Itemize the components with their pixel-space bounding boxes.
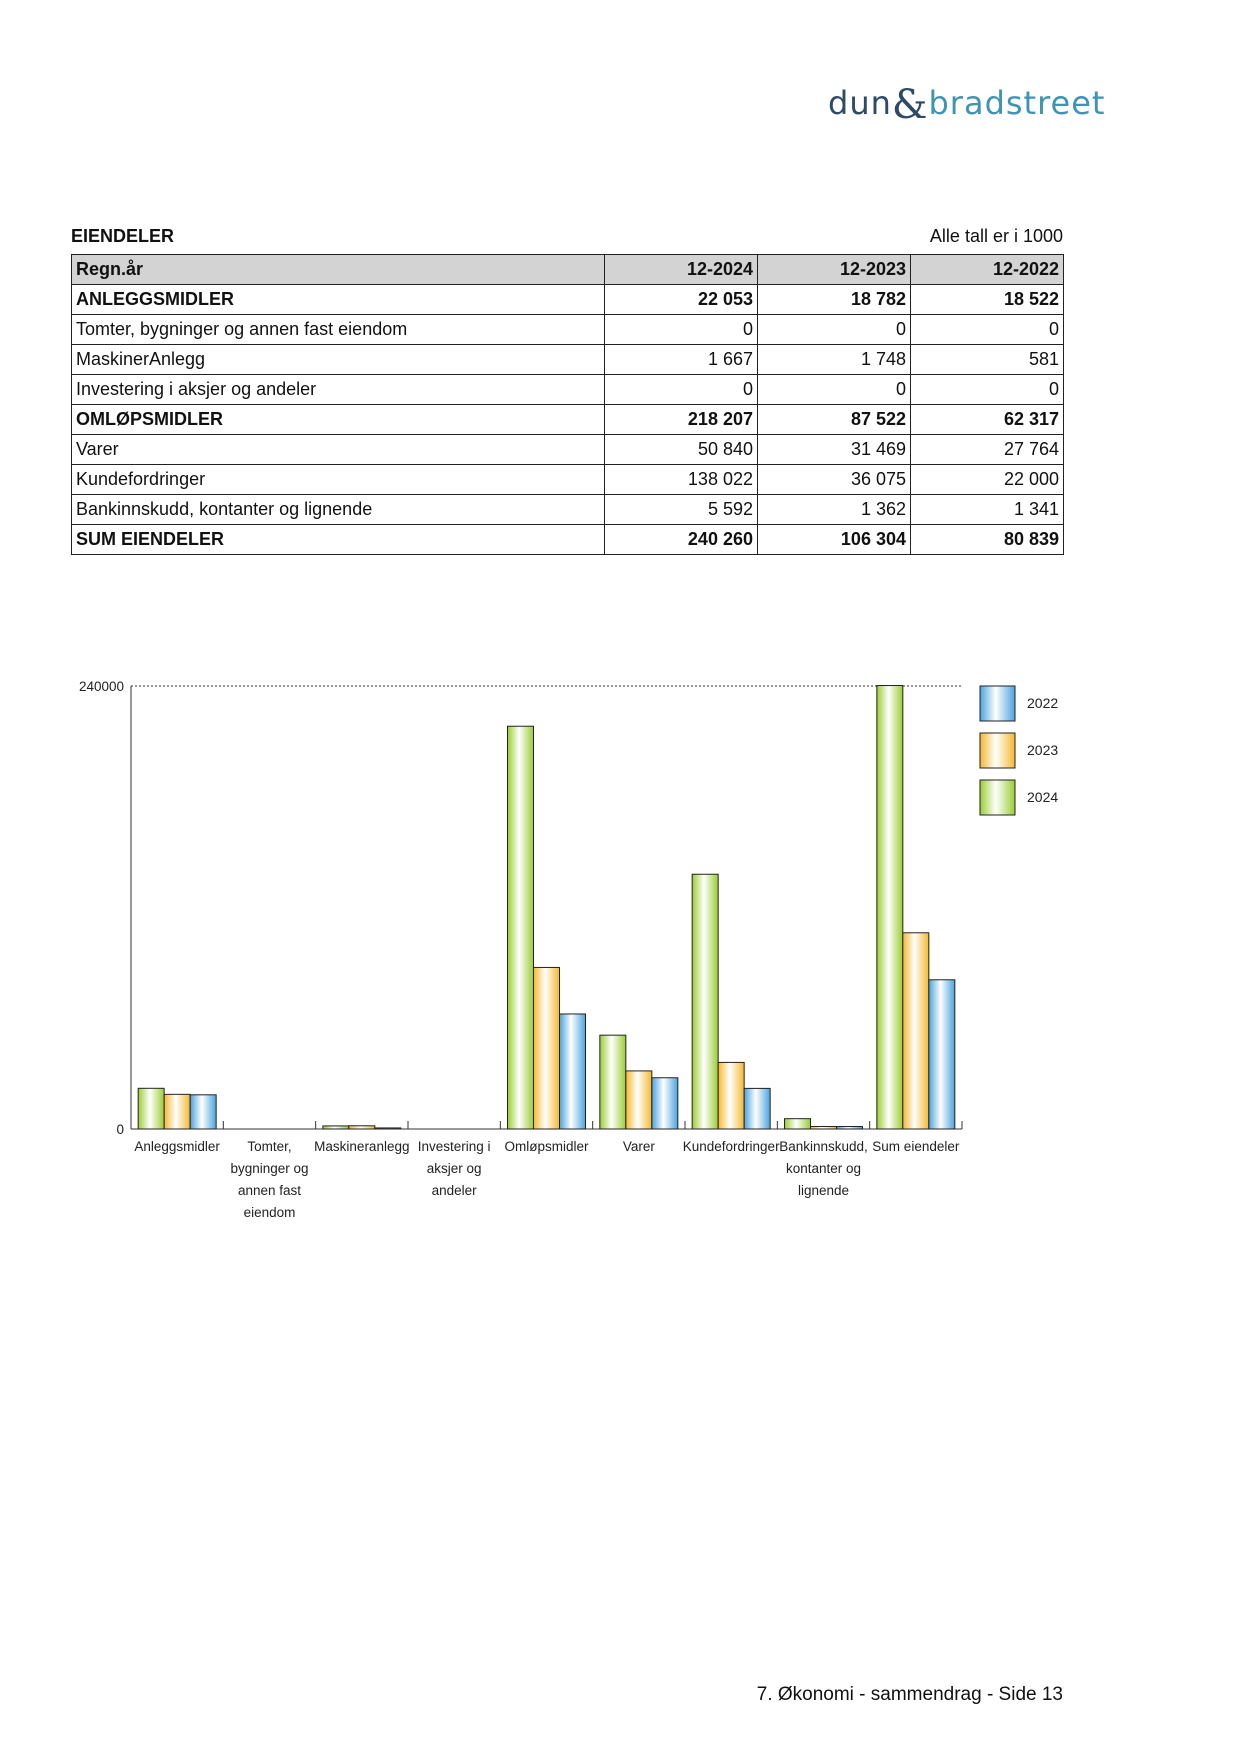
- category-label: Investering i: [417, 1139, 491, 1154]
- bar-2023: [718, 1062, 744, 1129]
- legend-swatch-2022: [980, 686, 1015, 721]
- category-label: Maskineranlegg: [314, 1139, 410, 1154]
- category-label: Omløpsmidler: [504, 1139, 589, 1154]
- row-label: SUM EIENDELER: [72, 525, 605, 555]
- legend-swatch-2024: [980, 780, 1015, 815]
- row-value: 87 522: [758, 405, 911, 435]
- row-value: 0: [758, 375, 911, 405]
- bar-2024: [600, 1035, 626, 1129]
- bar-2022: [929, 980, 955, 1129]
- row-value: 138 022: [605, 465, 758, 495]
- category-label: Varer: [622, 1139, 655, 1154]
- row-value: 0: [758, 315, 911, 345]
- bar-2024: [785, 1119, 811, 1129]
- category-label: bygninger og: [230, 1161, 309, 1176]
- row-value: 0: [911, 375, 1064, 405]
- row-label: OMLØPSMIDLER: [72, 405, 605, 435]
- y-tick-label: 240000: [78, 679, 124, 694]
- category-label: aksjer og: [426, 1161, 482, 1176]
- category-label: Sum eiendeler: [872, 1139, 960, 1154]
- header-label: Regn.år: [72, 255, 605, 285]
- row-label: Investering i aksjer og andeler: [72, 375, 605, 405]
- row-value: 31 469: [758, 435, 911, 465]
- legend-label: 2023: [1027, 742, 1059, 758]
- row-label: MaskinerAnlegg: [72, 345, 605, 375]
- row-value: 22 000: [911, 465, 1064, 495]
- bar-2024: [323, 1126, 349, 1129]
- row-value: 106 304: [758, 525, 911, 555]
- bar-2022: [744, 1088, 770, 1129]
- category-label: eiendom: [243, 1205, 296, 1220]
- row-value: 22 053: [605, 285, 758, 315]
- category-label: lignende: [797, 1183, 850, 1198]
- row-label: Kundefordringer: [72, 465, 605, 495]
- category-label: Tomter,: [247, 1139, 292, 1154]
- category-label: kontanter og: [785, 1161, 862, 1176]
- bar-2022: [652, 1078, 678, 1129]
- legend-swatch-2023: [980, 733, 1015, 768]
- legend-label: 2024: [1027, 789, 1059, 805]
- row-value: 27 764: [911, 435, 1064, 465]
- category-label: Kundefordringer: [682, 1139, 780, 1154]
- logo-ampersand: &: [891, 82, 929, 128]
- row-value: 18 782: [758, 285, 911, 315]
- bar-2022: [375, 1128, 401, 1129]
- bar-2024: [508, 726, 534, 1129]
- bar-2023: [164, 1094, 190, 1129]
- bar-2023: [903, 933, 929, 1129]
- header-year: 12-2023: [758, 255, 911, 285]
- row-value: 1 667: [605, 345, 758, 375]
- row-value: 5 592: [605, 495, 758, 525]
- units-note: Alle tall er i 1000: [929, 226, 1063, 246]
- row-value: 18 522: [911, 285, 1064, 315]
- header-year: 12-2022: [911, 255, 1064, 285]
- category-label: Bankinnskudd,: [779, 1139, 868, 1154]
- row-value: 80 839: [911, 525, 1064, 555]
- row-value: 0: [605, 315, 758, 345]
- logo-text-bradstreet: bradstreet: [928, 84, 1106, 122]
- bar-2023: [626, 1071, 652, 1129]
- bar-2022: [190, 1095, 216, 1129]
- row-value: 1 341: [911, 495, 1064, 525]
- row-label: ANLEGGSMIDLER: [72, 285, 605, 315]
- row-value: 50 840: [605, 435, 758, 465]
- row-value: 581: [911, 345, 1064, 375]
- row-value: 1 748: [758, 345, 911, 375]
- row-label: Tomter, bygninger og annen fast eiendom: [72, 315, 605, 345]
- bar-2023: [811, 1126, 837, 1129]
- row-value: 0: [911, 315, 1064, 345]
- y-tick-label: 0: [116, 1122, 124, 1137]
- logo-text-dun: dun: [828, 84, 892, 122]
- page-footer: 7. Økonomi - sammendrag - Side 13: [756, 1684, 1063, 1705]
- category-label: annen fast: [237, 1183, 302, 1198]
- bar-2024: [877, 686, 903, 1129]
- row-value: 0: [605, 375, 758, 405]
- bar-2023: [534, 967, 560, 1129]
- section-title: EIENDELER: [71, 226, 175, 246]
- category-label: Anleggsmidler: [134, 1139, 220, 1154]
- category-label: andeler: [431, 1183, 477, 1198]
- row-value: 62 317: [911, 405, 1064, 435]
- bar-2022: [837, 1127, 863, 1129]
- row-value: 36 075: [758, 465, 911, 495]
- bar-2024: [138, 1088, 164, 1129]
- header-year: 12-2024: [605, 255, 758, 285]
- bar-2024: [692, 874, 718, 1129]
- row-value: 1 362: [758, 495, 911, 525]
- legend-label: 2022: [1027, 695, 1059, 711]
- bar-2022: [560, 1014, 586, 1129]
- row-label: Varer: [72, 435, 605, 465]
- bar-2023: [349, 1126, 375, 1129]
- row-label: Bankinnskudd, kontanter og lignende: [72, 495, 605, 525]
- row-value: 240 260: [605, 525, 758, 555]
- row-value: 218 207: [605, 405, 758, 435]
